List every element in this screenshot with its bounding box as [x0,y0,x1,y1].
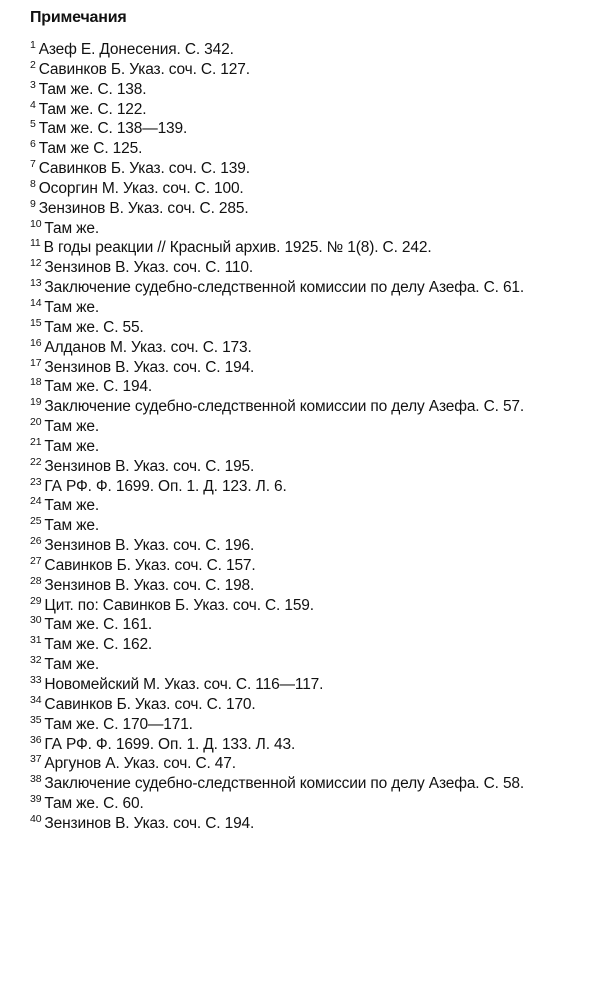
note-text: Зензинов В. Указ. соч. С. 196. [44,537,255,555]
note-item [30,675,590,695]
note-text: Там же. [44,418,99,436]
note-item [30,576,590,596]
note-item [30,556,590,576]
note-text: Там же. С. 138—139. [38,120,188,138]
note-number: 30 [30,614,42,627]
note-number: 35 [30,713,42,726]
note-item [30,496,590,516]
note-text: Зензинов В. Указ. соч. С. 194. [44,358,255,376]
note-text: Новомейский М. Указ. соч. С. 116—117. [44,676,324,693]
note-number: 17 [30,356,42,369]
note-item [30,219,590,239]
note-item [30,477,590,497]
note-item [30,774,590,794]
notes-page [30,8,590,834]
note-number: 10 [30,217,42,230]
note-text: Савинков Б. Указ. соч. С. 127. [38,60,250,78]
note-item [30,516,590,536]
note-number: 5 [30,118,36,131]
note-text: Зензинов В. Указ. соч. С. 195. [44,457,255,475]
note-text: ГА РФ. Ф. 1699. Оп. 1. Д. 123. Л. 6. [44,477,287,495]
note-text: Заключение судебно-следственной комиссии по делу Азефа. С. 57. [44,398,525,416]
note-text: Там же. С. 162. [44,636,153,654]
note-number: 39 [30,793,42,806]
note-item [30,695,590,715]
note-number: 32 [30,654,42,667]
note-item [30,794,590,814]
note-item [30,635,590,655]
note-number: 15 [30,316,42,329]
note-text: В годы реакции // Красный архив. 1925. № 1(8). С. 242. [43,239,432,257]
notes-list [30,40,590,834]
note-text: Там же. С. 55. [44,318,144,336]
note-number: 16 [30,336,42,349]
note-number: 22 [30,455,42,468]
note-text: Там же. [44,517,99,535]
note-number: 13 [30,277,42,290]
note-number: 20 [30,416,42,429]
note-number: 36 [30,733,42,746]
note-item [30,318,590,338]
note-text: Савинков Б. Указ. соч. С. 139. [38,160,250,178]
note-number: 31 [30,634,42,647]
note-number: 21 [30,435,42,448]
note-text: ГА РФ. Ф. 1699. Оп. 1. Д. 133. Л. 43. [44,735,296,753]
note-number: 4 [30,98,36,111]
note-item [30,397,590,417]
note-item [30,417,590,437]
note-number: 8 [30,177,36,190]
note-item [30,536,590,556]
note-text: Заключение судебно-следственной комиссии по делу Азефа. С. 58. [44,775,525,793]
note-item [30,754,590,774]
note-text: Зензинов В. Указ. соч. С. 110. [44,259,254,277]
note-item [30,377,590,397]
note-text: Алданов М. Указ. соч. С. 173. [44,338,252,356]
note-text: Там же. [44,437,99,455]
note-number: 7 [30,158,36,171]
note-item [30,179,590,199]
note-number: 34 [30,693,42,706]
note-item [30,80,590,100]
note-text: Заключение судебно-следственной комиссии по делу Азефа. С. 61. [44,279,525,297]
note-item [30,278,590,298]
note-item [30,139,590,159]
note-text: Там же. С. 194. [44,378,153,396]
note-number: 9 [30,197,36,210]
note-number: 14 [30,296,42,309]
note-item [30,199,590,219]
note-number: 26 [30,535,42,548]
note-number: 28 [30,574,42,587]
note-number: 18 [30,376,42,389]
note-number: 11 [30,237,41,250]
note-number: 38 [30,773,42,786]
note-item [30,735,590,755]
note-text: Там же. С. 60. [44,795,144,813]
note-text: Там же. С. 122. [38,100,147,118]
note-item [30,60,590,80]
note-number: 6 [30,138,36,151]
note-item [30,615,590,635]
note-item [30,119,590,139]
note-text: Азеф Е. Донесения. С. 342. [38,41,234,58]
note-text: Там же. С. 161. [44,616,153,634]
note-item [30,238,590,258]
note-number: 1 [30,39,36,51]
note-text: Савинков Б. Указ. соч. С. 157. [44,556,256,574]
note-number: 12 [30,257,42,270]
note-text: Там же. [44,656,99,674]
note-number: 37 [30,753,42,766]
note-number: 23 [30,475,42,488]
note-text: Там же. [44,497,99,515]
note-number: 33 [30,674,42,686]
note-text: Цит. по: Савинков Б. Указ. соч. С. 159. [44,596,314,614]
note-number: 24 [30,495,42,508]
note-text: Там же. С. 138. [38,80,147,98]
note-text: Там же. [44,219,99,237]
note-item [30,655,590,675]
note-item [30,596,590,616]
note-item [30,814,590,834]
note-number: 40 [30,812,42,825]
note-text: Савинков Б. Указ. соч. С. 170. [44,695,256,713]
note-item [30,338,590,358]
note-text: Зензинов В. Указ. соч. С. 194. [44,814,255,832]
note-text: Зензинов В. Указ. соч. С. 198. [44,576,255,594]
note-item [30,358,590,378]
note-text: Там же С. 125. [38,140,143,158]
note-text: Зензинов В. Указ. соч. С. 285. [38,199,249,217]
note-item [30,258,590,278]
note-item [30,100,590,120]
note-text: Там же. С. 170—171. [44,715,193,733]
note-item [30,715,590,735]
note-text: Там же. [44,298,99,316]
note-item [30,298,590,318]
note-number: 2 [30,58,36,71]
note-text: Аргунов А. Указ. соч. С. 47. [44,755,236,773]
note-number: 19 [30,396,42,409]
note-item [30,159,590,179]
note-number: 27 [30,554,42,567]
note-number: 3 [30,78,36,91]
note-number: 25 [30,515,42,528]
note-number: 29 [30,594,42,607]
page-heading: Примечания [30,9,127,26]
note-item [30,40,590,60]
note-item [30,437,590,457]
note-text: Осоргин М. Указ. соч. С. 100. [38,179,244,197]
note-item [30,457,590,477]
